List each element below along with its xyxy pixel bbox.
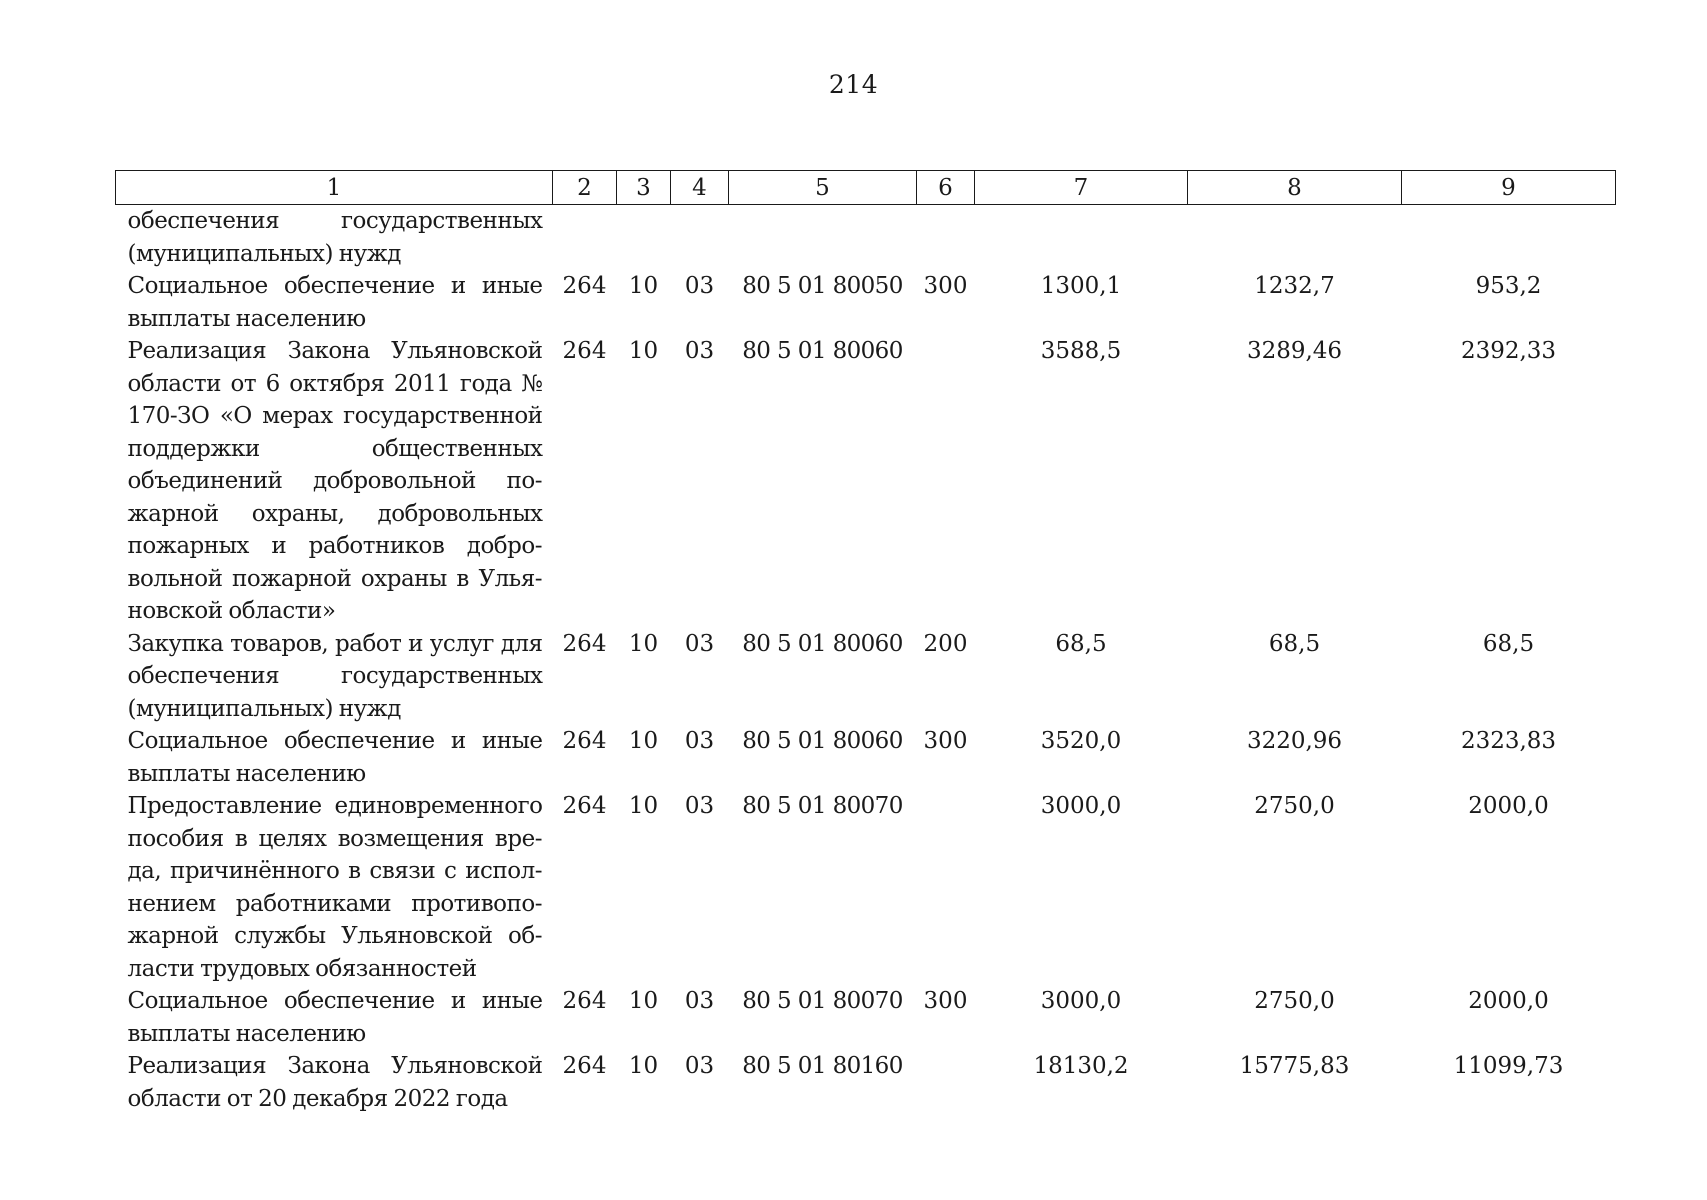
column-header: 4 bbox=[671, 171, 729, 205]
cell-subsection bbox=[671, 205, 729, 271]
cell-expense-type bbox=[917, 790, 975, 985]
cell-expense-type: 200 bbox=[923, 630, 968, 657]
cell-expense-type: 300 bbox=[923, 273, 968, 299]
table-row bbox=[116, 335, 1616, 628]
cell-amount-9: 2323,83 bbox=[1460, 728, 1557, 754]
cell-amount-8: 3289,46 bbox=[1246, 338, 1343, 364]
row-description: Реализация Закона Ульяновской области от 20 декабря 2022 года bbox=[127, 1053, 543, 1112]
cell-amount-9: 11099,73 bbox=[1453, 1053, 1564, 1079]
cell-amount-7: 18130,2 bbox=[1033, 1053, 1129, 1079]
cell-target-article: 80 5 01 80070 bbox=[742, 988, 903, 1014]
cell-amount-7: 3520,0 bbox=[1040, 728, 1122, 754]
cell-subsection: 03 bbox=[684, 1053, 715, 1079]
cell-expense-type bbox=[917, 335, 975, 628]
cell-ministry-code: 264 bbox=[562, 988, 607, 1014]
row-description: обеспечения государственных (муниципальных) нужд bbox=[127, 208, 543, 267]
cell-amount-7: 3588,5 bbox=[1040, 338, 1122, 364]
column-header: 1 bbox=[116, 171, 553, 205]
row-description: Закупка товаров, работ и услуг для обеспечения государственных (муниципальных) нужд bbox=[127, 630, 543, 722]
column-header: 5 bbox=[729, 171, 917, 205]
cell-section bbox=[617, 205, 671, 271]
cell-section: 10 bbox=[628, 338, 659, 364]
cell-amount-9 bbox=[1402, 205, 1616, 271]
cell-amount-7: 68,5 bbox=[1055, 630, 1107, 657]
column-header: 7 bbox=[975, 171, 1188, 205]
cell-amount-8: 2750,0 bbox=[1254, 793, 1335, 819]
table-row bbox=[116, 205, 1616, 271]
cell-amount-9: 2392,33 bbox=[1460, 338, 1557, 364]
cell-ministry-code: 264 bbox=[562, 1053, 607, 1079]
cell-section: 10 bbox=[628, 1053, 659, 1079]
cell-amount-9: 68,5 bbox=[1482, 630, 1535, 657]
cell-section: 10 bbox=[628, 793, 659, 819]
table-row bbox=[116, 790, 1616, 985]
header-row bbox=[116, 171, 1616, 205]
cell-section: 10 bbox=[628, 988, 659, 1014]
cell-expense-type: 300 bbox=[923, 728, 968, 754]
cell-expense-type: 300 bbox=[923, 988, 968, 1014]
cell-subsection: 03 bbox=[684, 728, 715, 754]
page-number: 214 bbox=[828, 70, 879, 99]
cell-amount-8: 3220,96 bbox=[1246, 728, 1343, 754]
column-header: 8 bbox=[1188, 171, 1402, 205]
cell-section: 10 bbox=[628, 273, 659, 299]
row-description: Реализация Закона Ульяновской области от 6 октября 2011 года № 170-ЗО «О мерах государственной поддержки общественных объединений добровольной пожарной охраны, добровольных пожарных и работников добровольной пожарной охраны в Ульяновской области» bbox=[127, 338, 543, 624]
cell-ministry-code: 264 bbox=[562, 630, 607, 657]
cell-amount-9: 2000,0 bbox=[1468, 793, 1549, 819]
cell-target-article: 80 5 01 80070 bbox=[742, 793, 903, 819]
cell-target-article: 80 5 01 80160 bbox=[742, 1053, 903, 1079]
cell-amount-7: 1300,1 bbox=[1040, 273, 1122, 299]
cell-subsection: 03 bbox=[684, 630, 715, 657]
cell-subsection: 03 bbox=[684, 338, 715, 364]
cell-subsection: 03 bbox=[684, 273, 715, 299]
row-description: Социальное обеспечение и иные выплаты населению bbox=[127, 273, 543, 332]
cell-target-article: 80 5 01 80060 bbox=[742, 728, 903, 754]
cell-section: 10 bbox=[628, 630, 659, 657]
cell-amount-8: 2750,0 bbox=[1254, 988, 1335, 1014]
row-description: Социальное обеспечение и иные выплаты населению bbox=[127, 728, 543, 787]
cell-amount-9: 2000,0 bbox=[1468, 988, 1549, 1014]
row-description: Предоставление единовременного пособия в целях возмещения вреда, причинённого в связи с исполнением работниками противопожарной службы Ульяновской области трудовых обязанностей bbox=[127, 793, 543, 982]
table-body bbox=[116, 205, 1616, 1116]
column-header: 3 bbox=[617, 171, 671, 205]
cell-ministry-code: 264 bbox=[562, 273, 607, 299]
cell-subsection: 03 bbox=[684, 793, 715, 819]
cell-expense-type bbox=[917, 1050, 975, 1115]
cell-expense-type bbox=[917, 205, 975, 271]
cell-amount-7 bbox=[975, 205, 1188, 271]
column-header: 2 bbox=[553, 171, 617, 205]
cell-target-article: 80 5 01 80050 bbox=[742, 273, 903, 299]
table-row bbox=[116, 270, 1616, 335]
cell-target-article: 80 5 01 80060 bbox=[742, 338, 903, 364]
column-header: 9 bbox=[1402, 171, 1616, 205]
cell-target-article: 80 5 01 80060 bbox=[742, 630, 903, 657]
cell-amount-8: 1232,7 bbox=[1254, 273, 1335, 299]
cell-ministry-code bbox=[553, 205, 617, 271]
cell-amount-8 bbox=[1188, 205, 1402, 271]
cell-ministry-code: 264 bbox=[562, 728, 607, 754]
cell-target-article bbox=[729, 205, 917, 271]
table-row bbox=[116, 725, 1616, 790]
cell-section: 10 bbox=[628, 728, 659, 754]
cell-amount-8: 15775,83 bbox=[1239, 1053, 1350, 1079]
cell-amount-7: 3000,0 bbox=[1040, 793, 1122, 819]
cell-subsection: 03 bbox=[684, 988, 715, 1014]
cell-ministry-code: 264 bbox=[562, 338, 607, 364]
table-row bbox=[116, 985, 1616, 1050]
cell-ministry-code: 264 bbox=[562, 793, 607, 819]
cell-amount-7: 3000,0 bbox=[1040, 988, 1122, 1014]
budget-table bbox=[115, 170, 1616, 1115]
cell-amount-8: 68,5 bbox=[1268, 630, 1321, 657]
column-header: 6 bbox=[917, 171, 975, 205]
table-row bbox=[116, 628, 1616, 726]
row-description: Социальное обеспечение и иные выплаты населению bbox=[127, 988, 543, 1047]
cell-amount-9: 953,2 bbox=[1475, 273, 1542, 299]
table-header bbox=[116, 171, 1616, 205]
table-row bbox=[116, 1050, 1616, 1115]
